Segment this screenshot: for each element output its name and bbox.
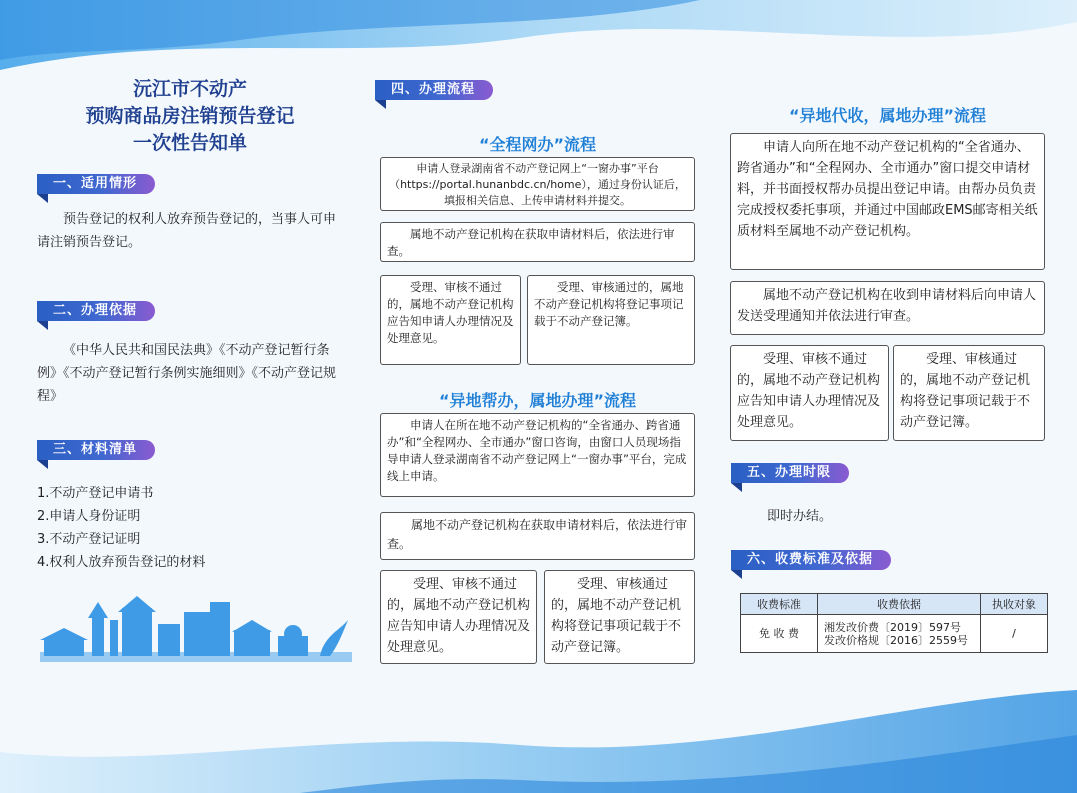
flow-proxy-step-2: 属地不动产登记机构在收到申请材料后向申请人发送受理通知并依法进行审查。 (730, 281, 1045, 335)
title-line-3: 一次性告知单 (132, 132, 247, 154)
fee-basis-cell (818, 615, 981, 653)
fee-standard-cell: 免 收 费 (741, 615, 818, 653)
flow-help-step-1: 申请人在所在地不动产登记机构的“全省通办、跨省通办”和“全程网办、全市通办”窗口咨询，由窗口人员现场指导申请人登录湖南省不动产登记网上“一窗办事”平台，完成线上申请。 (380, 413, 695, 497)
section-5-text: 即时办结。 (767, 509, 833, 524)
fee-basis-line-1: 湘发改价费〔2019〕597号 (824, 620, 961, 634)
materials-list-item: 2.申请人身份证明 (37, 509, 141, 524)
fee-target-cell: / (981, 615, 1048, 653)
title-line-1: 沅江市不动产 (132, 78, 247, 100)
title-line-2: 预购商品房注销预告登记 (85, 105, 295, 127)
flow-online-fail: 受理、审核不通过的，属地不动产登记机构应告知申请人办理情况及处理意见。 (380, 275, 521, 365)
flow-proxy-fail: 受理、审核不通过的，属地不动产登记机构应告知申请人办理情况及处理意见。 (730, 345, 889, 441)
table-row (741, 615, 1048, 653)
section-2-heading: 二、办理依据 (37, 301, 155, 321)
section-1-heading: 一、适用情形 (37, 174, 155, 194)
flow-proxy-step-1: 申请人向所在地不动产登记机构的“全省通办、跨省通办”和“全程网办、全市通办”窗口提交申请材料，并书面授权帮办员提出登记申请。由帮办员负责完成授权委托事项，并通过中国邮政EMS邮寄相关纸质材料至属地不动产登记机构。 (730, 133, 1045, 270)
city-skyline-illustration (40, 590, 352, 668)
fee-table-header: 收费标准 (741, 594, 818, 615)
flow-online-step-1: 申请人登录湖南省不动产登记网上“一窗办事”平台（https://portal.hunanbdc.cn/home），通过身份认证后，填报相关信息、上传申请材料并提交。 (380, 157, 695, 211)
flow-proxy-pass: 受理、审核通过的，属地不动产登记机构将登记事项记载于不动产登记簿。 (893, 345, 1045, 441)
flow-online-title: “全程网办”流程 (478, 135, 597, 154)
flow-help-title: “异地帮办，属地办理”流程 (438, 391, 637, 410)
section-6-heading: 六、收费标准及依据 (731, 550, 891, 570)
section-1-text: 预告登记的权利人放弃预告登记的，当事人可申请注销预告登记。 (37, 212, 337, 250)
fee-table-header-row (741, 594, 1048, 615)
fee-table (740, 593, 1048, 653)
flow-proxy-title: “异地代收，属地办理”流程 (788, 106, 987, 125)
materials-list-item: 1.不动产登记申请书 (37, 486, 154, 501)
section-4-heading: 四、办理流程 (375, 80, 493, 100)
fee-table-header: 收费依据 (818, 594, 981, 615)
materials-list-item: 3.不动产登记证明 (37, 532, 141, 547)
section-5-heading: 五、办理时限 (731, 463, 849, 483)
section-3-heading: 三、材料清单 (37, 440, 155, 460)
flow-help-fail: 受理、审核不通过的，属地不动产登记机构应告知申请人办理情况及处理意见。 (380, 570, 537, 664)
fee-table-header: 执收对象 (981, 594, 1048, 615)
materials-list (37, 482, 347, 574)
fee-basis-line-2: 发改价格规〔2016〕2559号 (824, 633, 968, 647)
flow-online-pass: 受理、审核通过的，属地不动产登记机构将登记事项记载于不动产登记簿。 (527, 275, 695, 365)
section-2-text: 《中华人民共和国民法典》《不动产登记暂行条例》《不动产登记暂行条例实施细则》《不动产登记规程》 (37, 343, 337, 404)
materials-list-item: 4.权利人放弃预告登记的材料 (37, 555, 206, 570)
flow-help-pass: 受理、审核通过的，属地不动产登记机构将登记事项记载于不动产登记簿。 (544, 570, 695, 664)
document-title (40, 76, 340, 157)
flow-help-step-2: 属地不动产登记机构在获取申请材料后，依法进行审查。 (380, 512, 695, 560)
flow-online-step-2: 属地不动产登记机构在获取申请材料后，依法进行审查。 (380, 222, 695, 262)
